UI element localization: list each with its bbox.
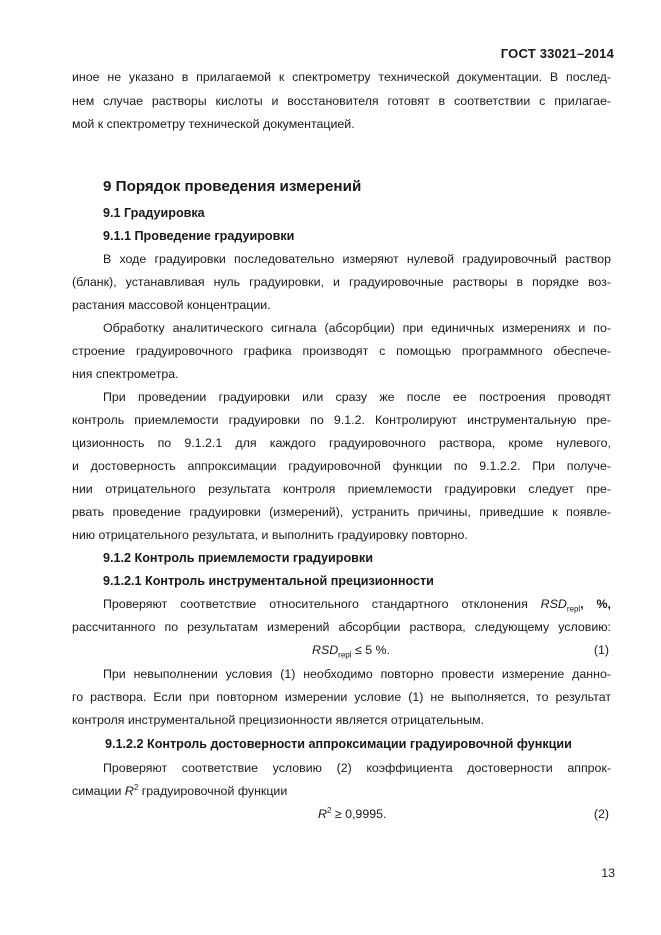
formula-1 [312, 643, 390, 660]
text-run: симации [72, 784, 122, 798]
text-line: растания массовой концентрации. [72, 298, 271, 312]
subsubsection-heading: 9.1.2.1 Контроль инструментальной прецизионности [103, 574, 434, 588]
percent-unit: , %, [580, 597, 611, 611]
document-header: ГОСТ 33021–2014 [500, 46, 614, 61]
text-line: рассчитанного по результатам измерений абсорбции раствора, следующему условию: [72, 620, 611, 634]
equation-number: (2) [593, 807, 609, 821]
rsd-letters: RSD [540, 597, 567, 611]
subsection-heading: 9.1 Градуировка [103, 206, 205, 220]
formula-condition: ≤ 5 %. [351, 643, 390, 657]
text-line [72, 784, 287, 798]
text-line: (бланк), устанавливая нуль градуировки, и градуировочные растворы в порядке воз- [72, 275, 611, 289]
page-number: 13 [601, 866, 615, 880]
subsection-heading: 9.1.2 Контроль приемлемости градуировки [103, 551, 373, 565]
text-line: нии отрицательного результата контроля приемлемости градуировки следует пре- [72, 482, 611, 496]
text-run: градуировочной функции [138, 784, 288, 798]
text-line: При невыполнении условия (1) необходимо повторно провести измерение данно- [103, 667, 611, 681]
text-line: мой к спектрометру технической документацией. [72, 117, 355, 131]
text-line: иное не указано в прилагаемой к спектрометру технической документации. В послед- [72, 70, 611, 84]
formula-symbol: RSD [312, 643, 339, 657]
text-line: ния спектрометра. [72, 367, 179, 381]
subsubsection-heading: 9.1.2.2 Контроль достоверности аппроксимации градуировочной функции [105, 737, 572, 751]
text-line: контроль приемлемости градуировки по 9.1.2. Контролируют инструментальную пре- [72, 413, 611, 427]
section-heading: 9 Порядок проведения измерений [103, 178, 362, 195]
text-line: Обработку аналитического сигнала (абсорбции) при единичных измерениях и по- [103, 321, 611, 335]
text-line [103, 597, 611, 612]
text-line: нем случае растворы кислоты и восстановителя готовят в соответствии с прилагае- [72, 94, 611, 108]
text-line: При проведении градуировки или сразу же после ее построения проводят [103, 390, 611, 404]
text-line: нию отрицательного результата, и выполнить градуировку повторно. [72, 528, 468, 542]
text-line: цизионность по 9.1.2.1 для каждого градуировочного раствора, кроме нулевого, [72, 436, 611, 450]
formula-subscript: repl [338, 650, 352, 660]
text-line: строение градуировочного графика производят с помощью программного обеспече- [72, 344, 611, 358]
text-run: Проверяют соответствие относительного стандартного отклонения [103, 597, 528, 611]
formula-2 [318, 807, 386, 821]
r-superscript: 2 [133, 782, 139, 792]
formula-superscript: 2 [326, 805, 332, 815]
formula-symbol: R [318, 807, 327, 821]
text-line: Проверяют соответствие условию (2) коэффициента достоверности аппрок- [103, 761, 611, 775]
rsd-subscript: repl [566, 604, 581, 614]
equation-number: (1) [593, 643, 609, 657]
text-line: го раствора. Если при повторном измерении условие (1) не выполняется, то результат [72, 690, 611, 704]
rsd-symbol [540, 597, 611, 614]
r-symbol: R [124, 784, 134, 798]
subsubsection-heading: 9.1.1 Проведение градуировки [103, 229, 295, 243]
text-line: и достоверность аппроксимации градуировочной функции по 9.1.2.2. При получе- [72, 459, 611, 473]
text-line: контроля инструментальной прецизионности является отрицательным. [72, 713, 485, 727]
text-line: рвать проведение градуировки (измерений), устранить причины, приведшие к появле- [72, 505, 611, 519]
text-line: В ходе градуировки последовательно измеряют нулевой градуировочный раствор [103, 252, 611, 266]
formula-condition: ≥ 0,9995. [331, 807, 387, 821]
